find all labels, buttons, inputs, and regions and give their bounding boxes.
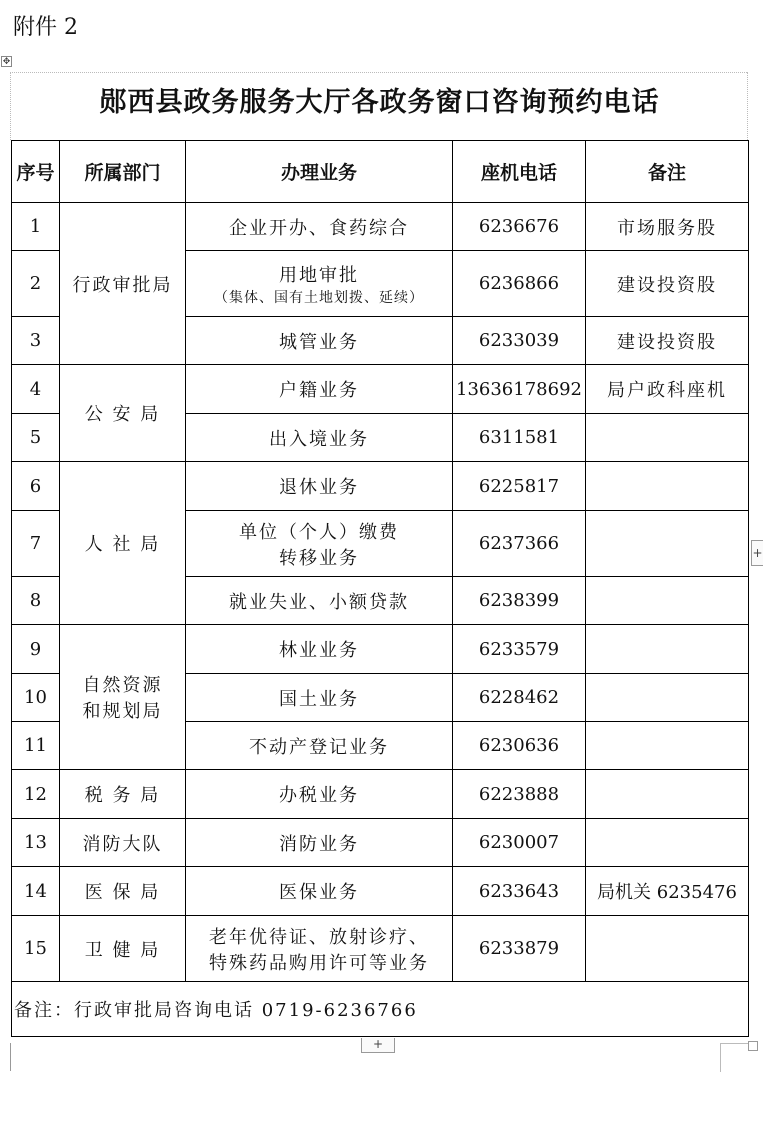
phone-cell: 6238399 <box>453 577 586 625</box>
row-no: 6 <box>12 462 60 511</box>
attachment-label: 附件 2 <box>13 15 78 40</box>
row-no: 15 <box>12 916 60 982</box>
phone-cell: 6233643 <box>453 867 586 916</box>
phone-cell: 6233879 <box>453 916 586 982</box>
phone-cell: 6311581 <box>453 414 586 462</box>
note-cell <box>586 462 749 511</box>
row-no: 2 <box>12 251 60 317</box>
business-cell: 办税业务 <box>186 770 453 819</box>
row-no: 5 <box>12 414 60 462</box>
business-cell <box>186 511 453 577</box>
department-cell <box>60 625 186 770</box>
note-cell <box>586 511 749 577</box>
business-cell: 就业失业、小额贷款 <box>186 577 453 625</box>
row-no: 9 <box>12 625 60 674</box>
business-cell: 国土业务 <box>186 674 453 722</box>
table-resize-handle-icon[interactable] <box>748 1041 758 1051</box>
row-no: 4 <box>12 365 60 414</box>
department-cell: 消防大队 <box>60 819 186 867</box>
table-row <box>12 462 749 511</box>
table-header-row <box>12 141 749 203</box>
phone-cell: 6223888 <box>453 770 586 819</box>
row-no: 8 <box>12 577 60 625</box>
department-name: 自然资源 <box>82 675 163 696</box>
department-name: 和规划局 <box>82 701 163 722</box>
table-guide-top <box>10 72 747 73</box>
phone-cell: 6230007 <box>453 819 586 867</box>
add-column-button[interactable]: + <box>751 540 763 566</box>
table-row <box>12 625 749 674</box>
table-row <box>12 365 749 414</box>
header-phone: 座机电话 <box>453 141 586 203</box>
note-cell: 局机关 6235476 <box>586 867 749 916</box>
note-cell <box>586 414 749 462</box>
row-no: 7 <box>12 511 60 577</box>
table-row <box>12 819 749 867</box>
table-row <box>12 867 749 916</box>
table-body <box>12 203 749 1037</box>
header-business: 办理业务 <box>186 141 453 203</box>
department-cell <box>60 462 186 625</box>
business-subline: （集体、国有土地划拨、延续） <box>214 289 424 306</box>
business-cell: 企业开办、食药综合 <box>186 203 453 251</box>
page-title: 郧西县政务服务大厅各政务窗口咨询预约电话 <box>99 87 660 118</box>
phone-cell: 6228462 <box>453 674 586 722</box>
business-line: 老年优待证、放射诊疗、 <box>209 926 429 948</box>
footer-note: 备注：行政审批局咨询电话 0719-6236766 <box>12 982 749 1037</box>
phone-cell: 6230636 <box>453 722 586 770</box>
note-cell: 局户政科座机 <box>586 365 749 414</box>
table-row <box>12 916 749 982</box>
note-cell <box>586 625 749 674</box>
phone-cell: 6233579 <box>453 625 586 674</box>
business-line: 单位（个人）缴费 <box>239 521 399 543</box>
row-no: 3 <box>12 317 60 365</box>
business-line: 转移业务 <box>279 547 359 569</box>
business-cell: 退休业务 <box>186 462 453 511</box>
department-cell: 卫 健 局 <box>60 916 186 982</box>
note-cell <box>586 819 749 867</box>
page-corner-right <box>720 1043 751 1072</box>
phone-cell: 13636178692 <box>453 365 586 414</box>
business-cell: 林业业务 <box>186 625 453 674</box>
header-department: 所属部门 <box>60 141 186 203</box>
business-cell: 户籍业务 <box>186 365 453 414</box>
row-no: 11 <box>12 722 60 770</box>
note-cell <box>586 722 749 770</box>
row-no: 13 <box>12 819 60 867</box>
department-cell <box>60 365 186 462</box>
row-no: 1 <box>12 203 60 251</box>
business-cell: 医保业务 <box>186 867 453 916</box>
header-note: 备注 <box>586 141 749 203</box>
department-cell <box>60 203 186 365</box>
business-line: 特殊药品购用许可等业务 <box>209 952 429 974</box>
row-no: 14 <box>12 867 60 916</box>
phone-cell: 6225817 <box>453 462 586 511</box>
row-no: 12 <box>12 770 60 819</box>
note-cell: 市场服务股 <box>586 203 749 251</box>
table-row <box>12 770 749 819</box>
business-cell: 消防业务 <box>186 819 453 867</box>
note-cell <box>586 577 749 625</box>
phone-cell: 6233039 <box>453 317 586 365</box>
note-cell <box>586 770 749 819</box>
table-row <box>12 203 749 251</box>
department-name: 公 安 局 <box>84 404 161 425</box>
department-name: 行政审批局 <box>72 274 173 296</box>
row-no: 10 <box>12 674 60 722</box>
header-no: 序号 <box>12 141 60 203</box>
business-cell <box>186 251 453 317</box>
note-cell: 建设投资股 <box>586 317 749 365</box>
contact-table <box>11 140 749 1037</box>
note-cell: 建设投资股 <box>586 251 749 317</box>
business-cell: 不动产登记业务 <box>186 722 453 770</box>
business-cell <box>186 916 453 982</box>
add-row-button[interactable]: + <box>361 1038 395 1053</box>
table-move-handle-icon[interactable]: ✥ <box>2 57 11 67</box>
phone-cell: 6236676 <box>453 203 586 251</box>
business-cell: 出入境业务 <box>186 414 453 462</box>
note-cell <box>586 916 749 982</box>
business-line: 用地审批 <box>279 264 359 286</box>
phone-cell: 6237366 <box>453 511 586 577</box>
table-footer-row <box>12 982 749 1037</box>
page-corner-left <box>10 1043 11 1071</box>
phone-cell: 6236866 <box>453 251 586 317</box>
department-cell: 税 务 局 <box>60 770 186 819</box>
department-name: 人 社 局 <box>84 534 161 555</box>
note-cell <box>586 674 749 722</box>
department-cell: 医 保 局 <box>60 867 186 916</box>
business-cell: 城管业务 <box>186 317 453 365</box>
